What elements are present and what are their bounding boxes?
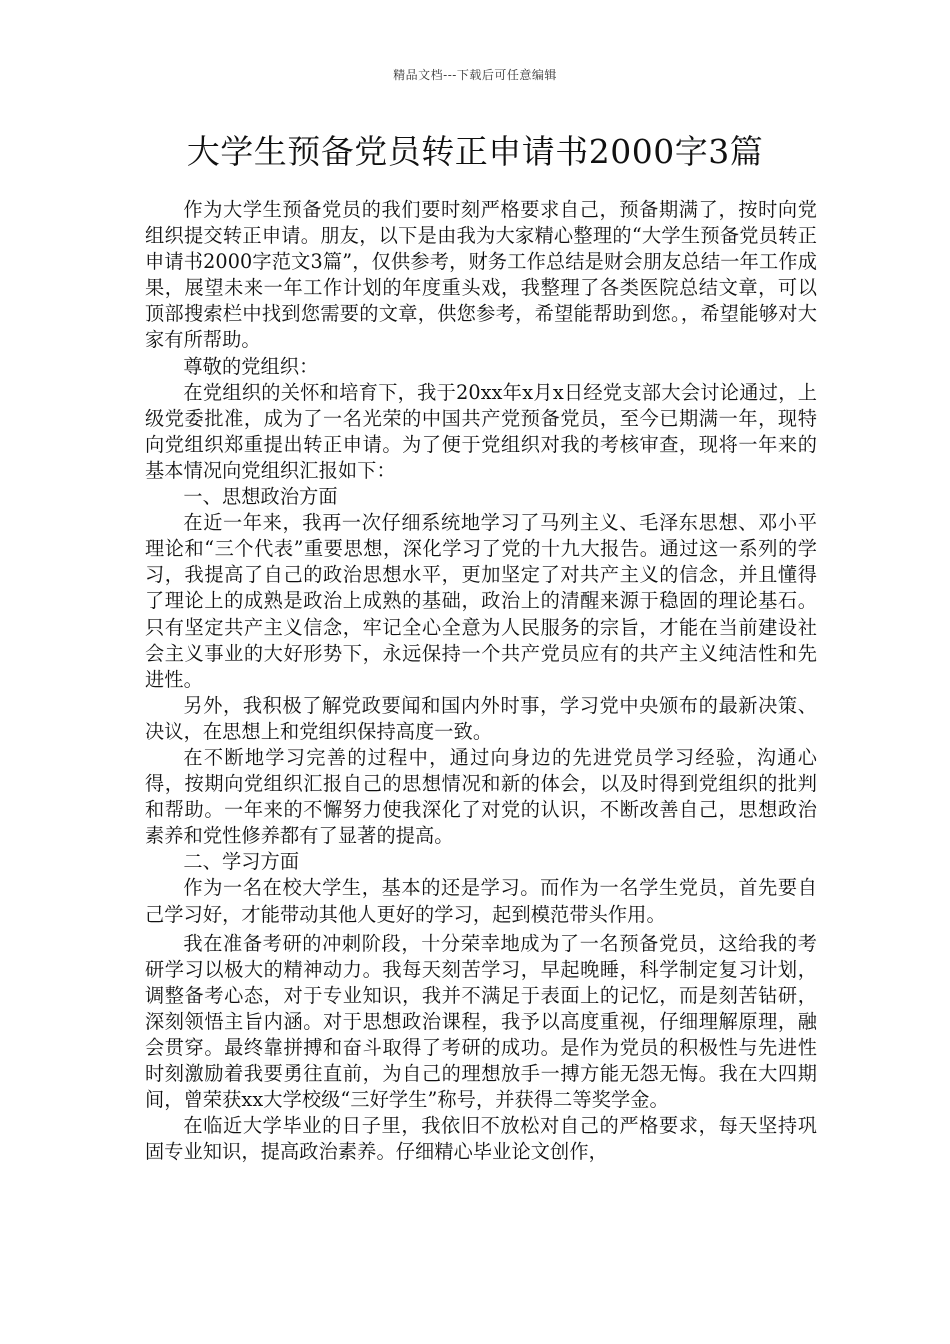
paragraph-politics-improvement: 在不断地学习完善的过程中，通过向身边的先进党员学习经验，沟通心得，按期向党组织汇报自己的思想情况和新的体会，以及时得到党组织的批判和帮助。一年来的不懈努力使我深化了对党的认识，不断改善自己，思想政治素养和党性修养都有了显著的提高。 xyxy=(145,745,817,848)
paragraph-opening: 在党组织的关怀和培育下，我于20xx年x月x日经党支部大会讨论通过，上级党委批准，成为了一名光荣的中国共产党预备党员，至今已期满一年，现特向党组织郑重提出转正申请。为了便于党组织对我的考核审查，现将一年来的基本情况向党组织汇报如下： xyxy=(145,380,817,482)
paragraph-intro: 作为大学生预备党员的我们要时刻严格要求自己，预备期满了，按时向党组织提交转正申请。朋友，以下是由我为大家精心整理的“大学生预备党员转正申请书2000字范文3篇”，仅供参考，财务工作总结是财会朋友总结一年工作成果，展望未来一年工作计划的年度重头戏，我整理了各类医院总结文章，可以顶部搜索栏中找到您需要的文章，供您参考，希望能帮助到您。，希望能够对大家有所帮助。 xyxy=(145,198,817,352)
paragraph-study-role: 作为一名在校大学生，基本的还是学习。而作为一名学生党员，首先要自己学习好，才能带动其他人更好的学习，起到模范带头作用。 xyxy=(145,876,817,926)
page-header: 精品文档---下载后可任意编辑 xyxy=(393,68,557,82)
paragraph-study-graduation: 在临近大学毕业的日子里，我依旧不放松对自己的严格要求，每天坚持巩固专业知识，提高政治素养。仔细精心毕业论文创作， xyxy=(145,1114,817,1164)
section-heading-politics: 一、思想政治方面 xyxy=(183,485,338,509)
document-title: 大学生预备党员转正申请书2000字3篇 xyxy=(186,132,764,171)
paragraph-politics-study: 在近一年来，我再一次仔细系统地学习了马列主义、毛泽东思想、邓小平理论和“三个代表”重要思想，深化学习了党的十九大报告。通过这一系列的学习，我提高了自己的政治思想水平，更加坚定了对共产主义的信念，并且懂得了理论上的成熟是政治上成熟的基础，政治上的清醒来源于稳固的理论基石。只有坚定共产主义信念，牢记全心全意为人民服务的宗旨，才能在当前建设社会主义事业的大好形势下，永远保持一个共产党员应有的共产主义纯洁性和先进性。 xyxy=(145,511,817,691)
paragraph-salutation: 尊敬的党组织： xyxy=(183,354,319,378)
paragraph-politics-news: 另外，我积极了解党政要闻和国内外时事，学习党中央颁布的最新决策、决议，在思想上和党组织保持高度一致。 xyxy=(145,693,817,743)
section-heading-study: 二、学习方面 xyxy=(183,850,300,874)
paragraph-study-exam: 我在准备考研的冲刺阶段，十分荣幸地成为了一名预备党员，这给我的考研学习以极大的精神动力。我每天刻苦学习，早起晚睡，科学制定复习计划，调整备考心态，对于专业知识，我并不满足于表面上的记忆，而是刻苦钻研，深刻领悟主旨内涵。对于思想政治课程，我予以高度重视，仔细理解原理，融会贯穿。最终靠拼搏和奋斗取得了考研的成功。是作为党员的积极性与先进性时刻激励着我要勇往直前，为自己的理想放手一搏方能无怨无悔。我在大四期间，曾荣获xx大学校级“三好学生”称号，并获得二等奖学金。 xyxy=(145,931,817,1112)
document-body xyxy=(145,197,817,1165)
